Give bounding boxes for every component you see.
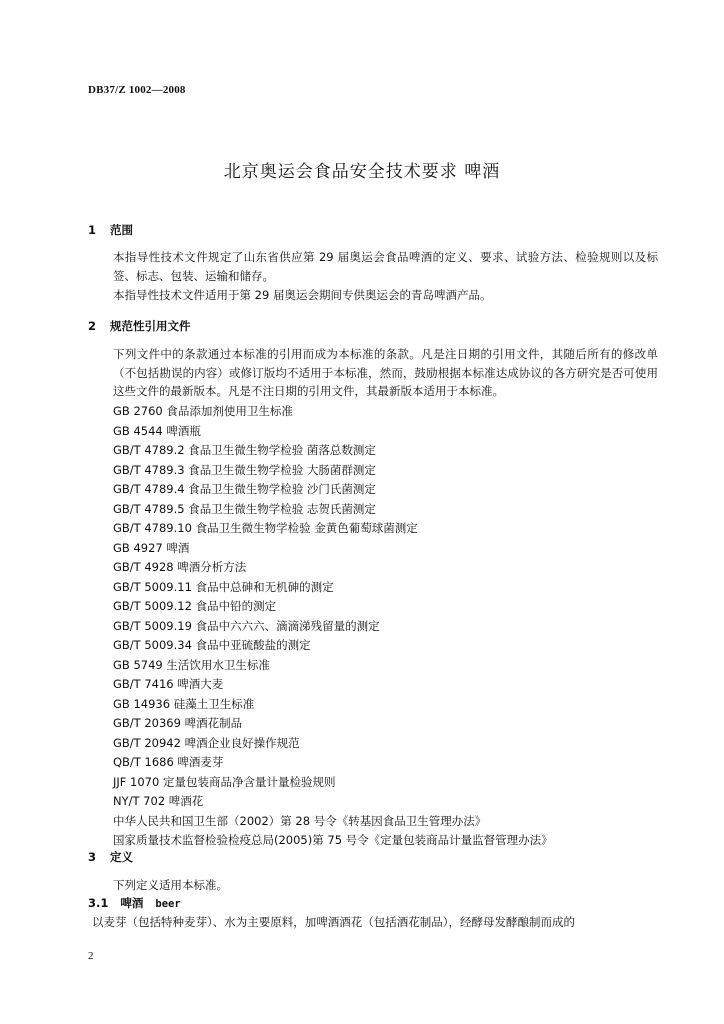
reference-item: GB/T 5009.34 食品中亚硫酸盐的测定 (113, 638, 311, 652)
document-code: DB37/Z 1002—2008 (88, 84, 186, 96)
reference-item: QB/T 1686 啤酒麦芽 (113, 755, 224, 769)
reference-item: JJF 1070 定量包装商品净含量计量检验规则 (113, 774, 336, 789)
reference-item: GB/T 4789.3 食品卫生微生物学检验 大肠菌群测定 (113, 462, 376, 477)
section-1-paragraph-2 (88, 286, 658, 305)
paragraph-text: 本指导性技术文件规定了山东省供应第 29 届奥运会食品啤酒的定义、要求、试验方法、检验规则以及标签、标志、包装、运输和储存。 (113, 250, 658, 283)
page-title: 北京奥运会食品安全技术要求 啤酒 (223, 162, 501, 182)
paragraph-text: 下列定义适用本标准。 (113, 878, 228, 892)
reference-item: GB/T 20369 啤酒花制品 (113, 716, 243, 730)
reference-item: 国家质量技术监督检验检疫总局(2005)第 75 号令《定量包装商品计量监督管理办法》 (113, 833, 553, 847)
section-title: 规范性引用文件 (110, 319, 191, 333)
reference-item: GB/T 5009.11 食品中总砷和无机砷的测定 (113, 579, 334, 594)
subsection-number: 3.1 (88, 896, 109, 910)
reference-item: GB/T 7416 啤酒大麦 (113, 677, 224, 691)
reference-item: GB/T 5009.19 食品中六六六、滴滴涕残留量的测定 (113, 618, 380, 633)
section-1-heading (88, 222, 133, 238)
section-2-intro (88, 345, 658, 401)
reference-item: 中华人民共和国卫生部（2002）第 28 号令《转基因食品卫生管理办法》 (113, 813, 487, 828)
page-number: 2 (88, 950, 94, 962)
reference-item: NY/T 702 啤酒花 (113, 794, 204, 808)
term-en: beer (155, 898, 181, 910)
reference-item: GB/T 4789.2 食品卫生微生物学检验 菌落总数测定 (113, 443, 376, 457)
section-3-heading (88, 849, 133, 865)
reference-item: GB/T 4789.4 食品卫生微生物学检验 沙门氏菌测定 (113, 482, 376, 496)
reference-item: GB 4927 啤酒 (113, 540, 190, 555)
section-title: 范围 (110, 223, 134, 237)
section-2-heading (88, 318, 191, 334)
reference-item: GB 5749 生活饮用水卫生标准 (113, 657, 270, 672)
reference-item: GB/T 20942 啤酒企业良好操作规范 (113, 735, 300, 750)
reference-item: GB/T 4928 啤酒分析方法 (113, 560, 247, 574)
section-3-intro (88, 876, 658, 895)
term-zh: 啤酒 (120, 896, 144, 910)
reference-list (113, 402, 553, 851)
section-title: 定义 (110, 850, 134, 864)
reference-item: GB 2760 食品添加剂使用卫生标准 (113, 404, 293, 418)
section-number: 1 (88, 223, 97, 237)
subsection-3-1-heading (88, 895, 181, 911)
paragraph-text: 下列文件中的条款通过本标准的引用而成为本标准的条款。凡是注日期的引用文件，其随后所有的修改单（不包括勘误的内容）或修订版均不适用于本标准，然而，鼓励根据本标准达成协议的各方研究是否可使用这些文件的最新版本。凡是不注日期的引用文件，其最新版本适用于本标准。 (113, 347, 658, 398)
definition-text: 以麦芽（包括特种麦芽）、水为主要原料，加啤酒酒花（包括酒花制品），经酵母发酵酿制而成的 (92, 915, 575, 929)
reference-item: GB 14936 硅藻土卫生标准 (113, 696, 255, 711)
paragraph-text: 本指导性技术文件适用于第 29 届奥运会期间专供奥运会的青岛啤酒产品。 (113, 288, 492, 302)
reference-item: GB/T 4789.10 食品卫生微生物学检验 金黄色葡萄球菌测定 (113, 521, 418, 535)
section-1-paragraph-1 (88, 248, 658, 285)
reference-item: GB 4544 啤酒瓶 (113, 423, 201, 438)
section-number: 2 (88, 319, 97, 333)
section-number: 3 (88, 850, 97, 864)
reference-item: GB/T 5009.12 食品中铅的测定 (113, 599, 277, 613)
reference-item: GB/T 4789.5 食品卫生微生物学检验 志贺氏菌测定 (113, 501, 376, 516)
